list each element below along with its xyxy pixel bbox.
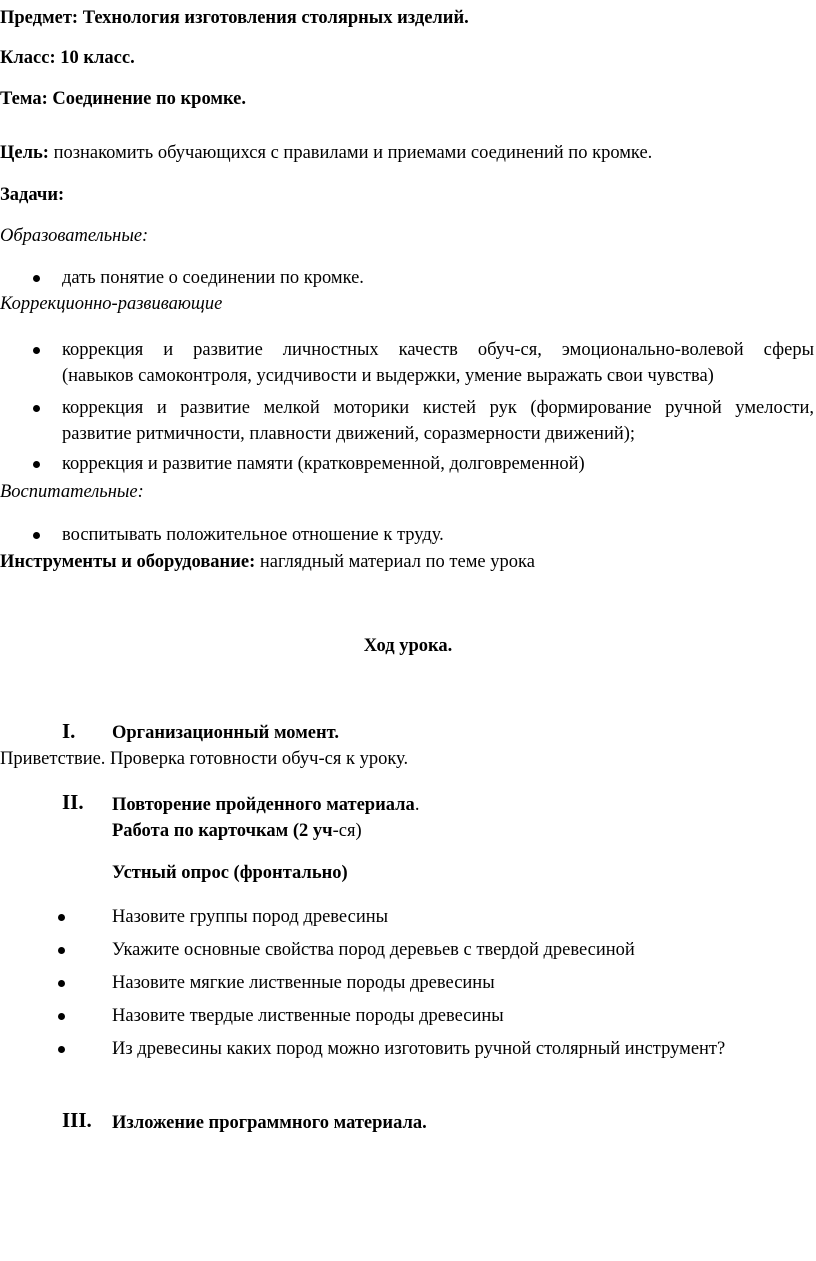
equipment-value: наглядный материал по теме урока xyxy=(259,552,535,572)
topic-value: Соединение по кромке. xyxy=(52,89,246,109)
section-3-numeral: III. xyxy=(62,1108,92,1132)
question-item: Укажите основные свойства пород деревьев с твердой древесиной xyxy=(112,940,635,960)
section-1-numeral: I. xyxy=(62,719,76,743)
subject-value: Технология изготовления столярных изделий. xyxy=(82,8,469,28)
section-2-title: Повторение пройденного материала xyxy=(112,795,415,815)
section-2-cards-line xyxy=(112,819,362,844)
bullet-icon xyxy=(33,532,40,539)
bullet-icon xyxy=(58,1046,65,1053)
class-line xyxy=(0,46,135,71)
bullet-icon xyxy=(33,405,40,412)
correctional-item-2-line1: коррекция и развитие мелкой моторики кистей рук (формирование ручной умелости, xyxy=(62,398,814,418)
question-item: Назовите мягкие лиственные породы древесины xyxy=(112,973,495,993)
correctional-heading: Коррекционно-развивающие xyxy=(0,294,223,314)
goal-value: познакомить обучающихся с правилами и приемами соединений по кромке. xyxy=(53,143,653,163)
section-3-title: Изложение программного материала. xyxy=(112,1113,427,1133)
educational-heading: Образовательные: xyxy=(0,226,149,246)
bullet-icon xyxy=(58,980,65,987)
equipment-line xyxy=(0,550,535,575)
goal-label: Цель: xyxy=(0,143,49,163)
bullet-icon xyxy=(33,275,40,282)
correctional-item-1-line2: (навыков самоконтроля, усидчивости и выдержки, умение выражать свои чувства) xyxy=(62,366,714,386)
bullet-icon xyxy=(58,947,65,954)
topic-line xyxy=(0,87,246,112)
class-label: Класс: xyxy=(0,48,56,68)
correctional-item-3: коррекция и развитие памяти (кратковременной, долговременной) xyxy=(62,454,585,474)
section-2-oral: Устный опрос (фронтально) xyxy=(112,863,348,883)
bullet-icon xyxy=(33,461,40,468)
bullet-icon xyxy=(58,914,65,921)
upbringing-heading: Воспитательные: xyxy=(0,482,144,502)
subject-label: Предмет: xyxy=(0,8,79,28)
section-2-cards-normal: -ся) xyxy=(332,821,362,841)
section-1-title: Организационный момент. xyxy=(112,723,339,743)
equipment-label: Инструменты и оборудование: xyxy=(0,552,256,572)
lesson-title: Ход урока. xyxy=(363,636,453,656)
subject-line xyxy=(0,6,469,31)
correctional-item-1-line1: коррекция и развитие личностных качеств обуч-ся, эмоционально-волевой сферы xyxy=(62,340,814,360)
question-item: Из древесины каких пород можно изготовить ручной столярный инструмент? xyxy=(112,1039,726,1059)
upbringing-item: воспитывать положительное отношение к труду. xyxy=(62,525,444,545)
section-2-title-line xyxy=(112,793,419,818)
goal-line xyxy=(0,141,652,166)
section-1-text: Приветствие. Проверка готовности обуч-ся к уроку. xyxy=(0,749,409,769)
section-2-numeral: II. xyxy=(62,790,84,814)
section-2-cards-bold: Работа по карточкам (2 уч xyxy=(112,821,333,841)
tasks-label: Задачи: xyxy=(0,185,65,205)
section-2-title-dot: . xyxy=(414,795,420,815)
bullet-icon xyxy=(33,347,40,354)
correctional-item-2-line2: развитие ритмичности, плавности движений, соразмерности движений); xyxy=(62,424,636,444)
topic-label: Тема: xyxy=(0,89,48,109)
bullet-icon xyxy=(58,1013,65,1020)
class-value: 10 класс. xyxy=(60,48,135,68)
educational-item: дать понятие о соединении по кромке. xyxy=(62,268,364,288)
question-item: Назовите твердые лиственные породы древесины xyxy=(112,1006,504,1026)
question-item: Назовите группы пород древесины xyxy=(112,907,389,927)
